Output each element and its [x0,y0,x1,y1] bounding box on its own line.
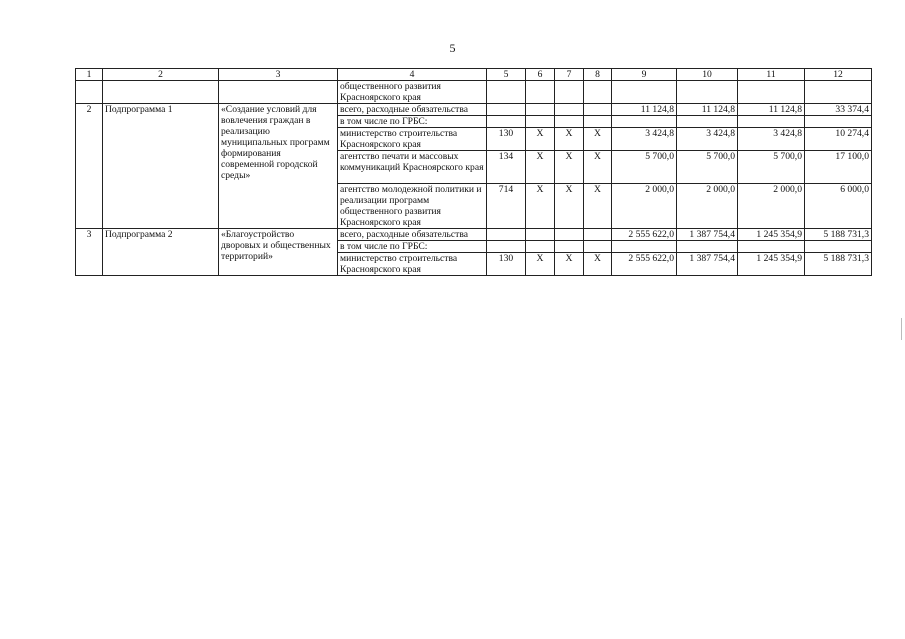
rzpr-code [526,241,555,253]
header-cell: 11 [738,69,805,81]
rzpr-code: X [526,184,555,229]
header-cell: 6 [526,69,555,81]
group-number: 2 [76,104,103,229]
header-cell: 10 [677,69,738,81]
vr-code [584,241,612,253]
header-cell: 9 [612,69,677,81]
header-cell: 8 [584,69,612,81]
header-cell: 5 [487,69,526,81]
amount-year-1 [612,241,677,253]
table-cell [555,81,584,104]
rzpr-code [526,116,555,128]
row-label: министерство строительства Красноярского края [338,253,487,276]
amount-year-1: 2 555 622,0 [612,229,677,241]
header-cell: 2 [103,69,219,81]
row-label: всего, расходные обязательства [338,229,487,241]
grbs-code [487,104,526,116]
row-label: агентство молодежной политики и реализации программ общественного развития Красноярского края [338,184,487,229]
amount-year-2 [677,241,738,253]
csr-code [555,116,584,128]
amount-total: 33 374,4 [805,104,872,116]
table-cell [76,81,103,104]
csr-code: X [555,128,584,151]
csr-code [555,241,584,253]
grbs-code [487,241,526,253]
row-label: в том числе по ГРБС: [338,116,487,128]
amount-year-3: 1 245 354,9 [738,253,805,276]
amount-year-2: 1 387 754,4 [677,253,738,276]
amount-year-1: 3 424,8 [612,128,677,151]
rzpr-code [526,229,555,241]
table-cell [487,81,526,104]
amount-year-1 [612,116,677,128]
amount-total [805,116,872,128]
amount-total: 17 100,0 [805,151,872,184]
table-cell [526,81,555,104]
csr-code: X [555,253,584,276]
budget-table [75,68,872,276]
table-cell [584,81,612,104]
amount-year-2: 2 000,0 [677,184,738,229]
rzpr-code: X [526,151,555,184]
amount-year-1: 2 000,0 [612,184,677,229]
header-cell: 3 [219,69,338,81]
vr-code: X [584,151,612,184]
table-cell [677,81,738,104]
row-label: в том числе по ГРБС: [338,241,487,253]
amount-year-3: 11 124,8 [738,104,805,116]
scan-artifact-line [901,318,902,340]
continuation-label: общественного развития Красноярского края [338,81,487,104]
table-cell [805,81,872,104]
subprogram-title: «Создание условий для вовлечения граждан в реализацию муниципальных программ формирования современной городской среды» [219,104,338,229]
amount-year-2: 1 387 754,4 [677,229,738,241]
amount-total: 6 000,0 [805,184,872,229]
amount-year-3 [738,241,805,253]
grbs-code: 134 [487,151,526,184]
vr-code [584,229,612,241]
csr-code: X [555,184,584,229]
amount-total: 10 274,4 [805,128,872,151]
amount-year-2 [677,116,738,128]
header-cell: 7 [555,69,584,81]
table-cell [738,81,805,104]
vr-code: X [584,184,612,229]
table-row [76,229,872,241]
amount-year-3: 3 424,8 [738,128,805,151]
header-cell: 4 [338,69,487,81]
table-cell [612,81,677,104]
amount-year-2: 11 124,8 [677,104,738,116]
grbs-code: 714 [487,184,526,229]
grbs-code [487,116,526,128]
amount-year-3: 1 245 354,9 [738,229,805,241]
rzpr-code: X [526,128,555,151]
continuation-row [76,81,872,104]
page-number: 5 [449,41,456,55]
grbs-code [487,229,526,241]
row-label: всего, расходные обязательства [338,104,487,116]
grbs-code: 130 [487,253,526,276]
table-cell [219,81,338,104]
amount-year-1: 5 700,0 [612,151,677,184]
csr-code: X [555,151,584,184]
amount-total: 5 188 731,3 [805,253,872,276]
header-cell: 12 [805,69,872,81]
amount-year-1: 11 124,8 [612,104,677,116]
header-cell: 1 [76,69,103,81]
amount-year-2: 5 700,0 [677,151,738,184]
csr-code [555,229,584,241]
amount-year-1: 2 555 622,0 [612,253,677,276]
vr-code: X [584,253,612,276]
vr-code: X [584,128,612,151]
table-row [76,104,872,116]
row-label: министерство строительства Красноярского края [338,128,487,151]
amount-year-2: 3 424,8 [677,128,738,151]
subprogram-name: Подпрограмма 1 [103,104,219,229]
rzpr-code: X [526,253,555,276]
csr-code [555,104,584,116]
amount-total [805,241,872,253]
amount-year-3: 5 700,0 [738,151,805,184]
rzpr-code [526,104,555,116]
subprogram-title: «Благоустройство дворовых и общественных территорий» [219,229,338,276]
vr-code [584,104,612,116]
amount-total: 5 188 731,3 [805,229,872,241]
subprogram-name: Подпрограмма 2 [103,229,219,276]
amount-year-3: 2 000,0 [738,184,805,229]
header-row [76,69,872,81]
vr-code [584,116,612,128]
grbs-code: 130 [487,128,526,151]
table-cell [103,81,219,104]
row-label: агентство печати и массовых коммуникаций Красноярского края [338,151,487,184]
amount-year-3 [738,116,805,128]
group-number: 3 [76,229,103,276]
